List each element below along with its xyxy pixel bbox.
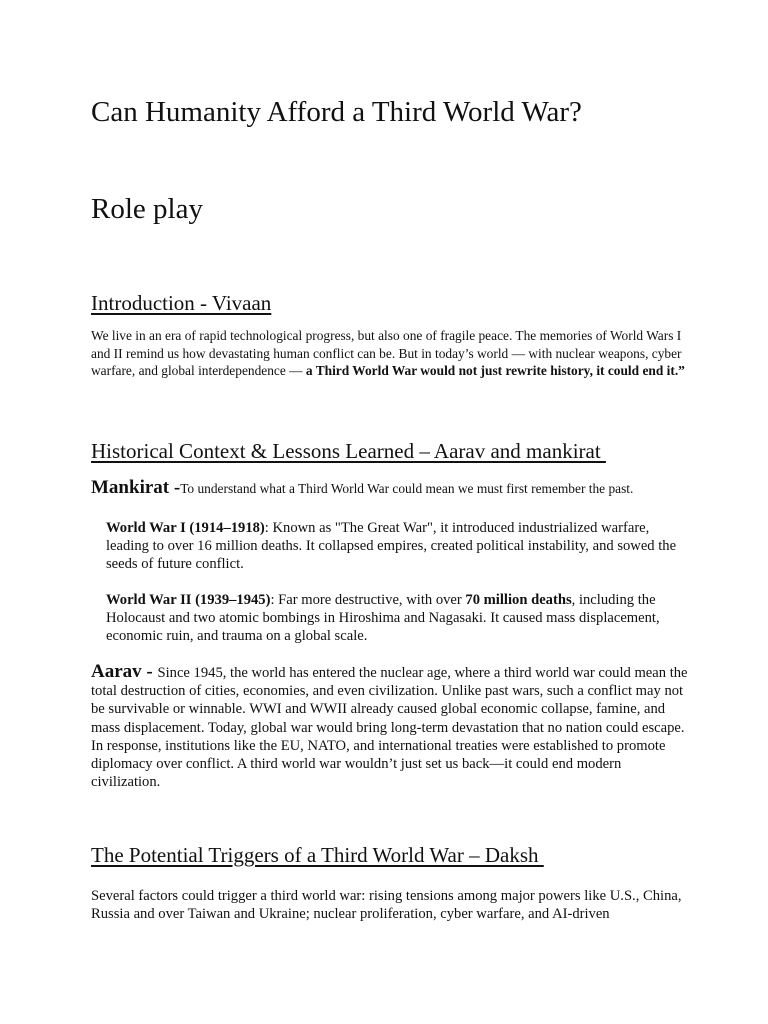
mankirat-speaker-label: Mankirat - <box>91 477 181 498</box>
mankirat-paragraph <box>91 476 691 501</box>
document-subtitle: Role play <box>91 193 203 225</box>
history-heading: Historical Context & Lessons Learned – Aarav and mankirat <box>91 439 606 463</box>
ww2-text-a: : Far more destructive, with over <box>270 592 466 608</box>
mankirat-text: To understand what a Third World War could mean we must first remember the past. <box>180 481 634 496</box>
document-title: Can Humanity Afford a Third World War? <box>91 96 582 128</box>
aarav-paragraph <box>91 663 691 791</box>
ww1-text: : Known as "The Great War", it introduced industrialized warfare, leading to over 16 million deaths. It collapsed empires, created political instability, and sowed the seeds of future conflict. <box>106 520 677 573</box>
ww2-paragraph <box>91 591 691 646</box>
intro-heading: Introduction - Vivaan <box>91 291 272 315</box>
ww1-paragraph <box>91 519 691 574</box>
ww2-label: World War II (1939–1945) <box>106 592 271 608</box>
ww1-label: World War I (1914–1918) <box>106 520 265 536</box>
intro-paragraph <box>91 327 691 380</box>
ww2-deaths-bold: 70 million deaths <box>465 592 572 608</box>
ww2-text-b: , including the Holocaust and two atomic bombings in Hiroshima and Nagasaki. It caused mass displacement, economic ruin, and trauma on a global scale. <box>106 592 660 645</box>
intro-text: We live in an era of rapid technological progress, but also one of fragile peace. The memories of World Wars I and II remind us how devastating human conflict can be. But in today’s world — with nuclear weapons, cyber warfare, and global interdependence — <box>91 328 682 378</box>
intro-bold-text: a Third World War would not just rewrite history, it could end it.” <box>305 363 685 378</box>
triggers-paragraph: Several factors could trigger a third world war: rising tensions among major powers like U.S., China, Russia and over Taiwan and Ukraine; nuclear proliferation, cyber warfare, and AI-driven <box>91 888 682 923</box>
aarav-speaker-label: Aarav - <box>91 661 158 682</box>
aarav-text: Since 1945, the world has entered the nuclear age, where a third world war could mean the total destruction of cities, economies, and even civilization. Unlike past wars, such a conflict may not be survivable or winnable. WWI and WWII already caused global economic collapse, famine, and mass displacement. Today, global war would bring long-term devastation that no nation could escape. In response, institutions like the EU, NATO, and international treaties were established to promote diplomacy over conflict. A third world war wouldn’t just set us back—it could end modern civilization. <box>91 665 688 791</box>
triggers-heading: The Potential Triggers of a Third World War – Daksh <box>91 843 544 867</box>
